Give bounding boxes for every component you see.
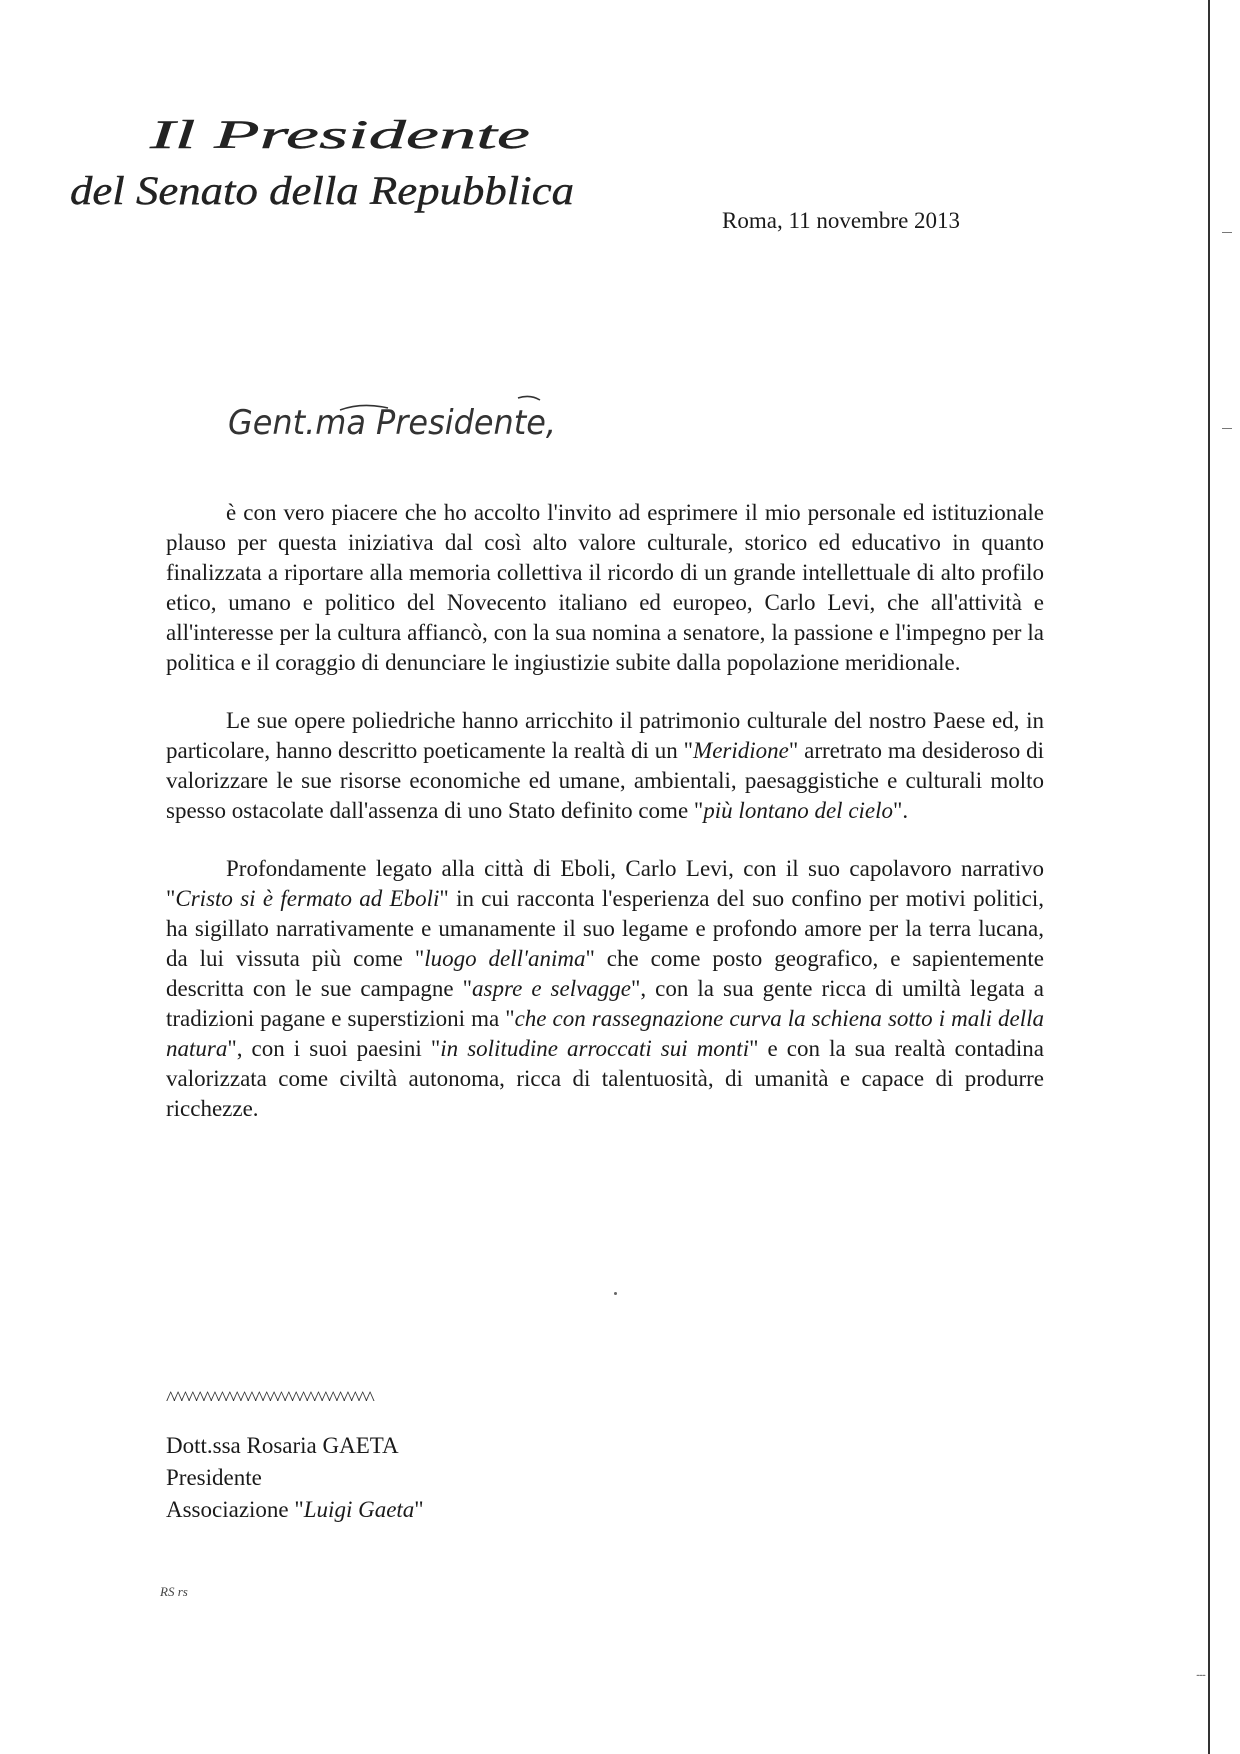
italic-quote: in solitudine arroccati sui monti — [440, 1036, 750, 1061]
letterhead — [66, 104, 586, 224]
body-paragraph — [166, 706, 1044, 826]
handwriting-stroke — [518, 396, 540, 400]
letter-body — [166, 498, 1044, 1124]
signature-divider: ^^^^^^^^^^^^^^^^^^^^^^^^^^^^ — [166, 1388, 373, 1410]
corner-mark: ...... — [1196, 1668, 1205, 1679]
recipient-role: Presidente — [166, 1465, 262, 1490]
body-paragraph — [166, 498, 1044, 678]
org-prefix: Associazione " — [166, 1497, 304, 1522]
text-run: " che come posto geografico, e sapientemente descritta con le sue campagne " — [166, 946, 1044, 1001]
text-run: è con vero piacere che ho accolto l'invito ad esprimere il mio personale ed istituzionale plauso per questa iniziativa dal così alto valore culturale, storico ed educativo in quanto finalizzata a riportare alla memoria collettiva il ricordo di un grande intellettuale di alto profilo etico, umano e politico del Novecento italiano ed europeo, Carlo Levi, che all'attività e all'interesse per la cultura affiancò, con la sua nomina a senatore, la passione e l'impegno per la politica e il coraggio di denunciare le ingiustizie subite dalla popolazione meridionale. — [166, 500, 1044, 675]
recipient-block — [166, 1430, 424, 1526]
italic-quote: Meridione — [693, 738, 789, 763]
edge-tick — [1222, 232, 1232, 233]
text-run: Profondamente legato alla città di Eboli, Carlo Levi, con il suo capolavoro narrativo " — [166, 856, 1044, 911]
italic-quote: che con rassegnazione curva la schiena sotto i mali della natura — [166, 1006, 1044, 1061]
letterhead-script — [66, 104, 586, 224]
org-suffix: " — [414, 1497, 424, 1522]
reference-initials: RS rs — [160, 1584, 188, 1599]
edge-tick — [1222, 428, 1232, 429]
text-run: ", con i suoi paesini " — [227, 1036, 441, 1061]
text-run: Le sue opere poliedriche hanno arricchito il patrimonio culturale del nostro Paese ed, in particolare, hanno descritto poeticamente la realtà di un " — [166, 708, 1044, 763]
italic-quote: luogo dell'anima — [424, 946, 586, 971]
italic-quote: aspre e selvagge — [472, 976, 632, 1001]
body-paragraph — [166, 854, 1044, 1124]
letterhead-line2: del Senato della Repubblica — [70, 168, 574, 213]
text-run: " arretrato ma desideroso di valorizzare le sue risorse economiche ed umane, ambientali, paesaggistiche e culturali molto spesso ostacolate dall'assenza di uno Stato definito come " — [166, 738, 1044, 823]
salutation — [222, 380, 582, 470]
org-name: Luigi Gaeta — [303, 1497, 415, 1522]
text-run: " e con la sua realtà contadina valorizzata come civiltà autonoma, ricca di talentuosità, di umanità e capace di produrre ricchezze. — [166, 1036, 1044, 1121]
salutation-handwriting — [222, 380, 582, 470]
text-run: ". — [893, 798, 909, 823]
italic-quote: più lontano del cielo — [703, 798, 894, 823]
text-run: ", con la sua gente ricca di umiltà legata a tradizioni pagane e superstizioni ma " — [166, 976, 1044, 1031]
stray-mark — [614, 1292, 617, 1295]
recipient-name: Dott.ssa Rosaria GAETA — [166, 1433, 399, 1458]
letter-date: Roma, 11 novembre 2013 — [722, 208, 961, 233]
recipient-organization — [166, 1494, 424, 1526]
page-edge-line — [1208, 0, 1210, 1754]
letterhead-line1: Il Presidente — [148, 112, 530, 157]
salutation-text: Gent.ma Presidente, — [228, 403, 556, 443]
text-run: " in cui racconta l'esperienza del suo confino per motivi politici, ha sigillato narrativamente e umanamente il suo legame e profondo amore per la terra lucana, da lui vissuta più come " — [166, 886, 1045, 971]
italic-quote: Cristo si è fermato ad Eboli — [175, 886, 440, 911]
